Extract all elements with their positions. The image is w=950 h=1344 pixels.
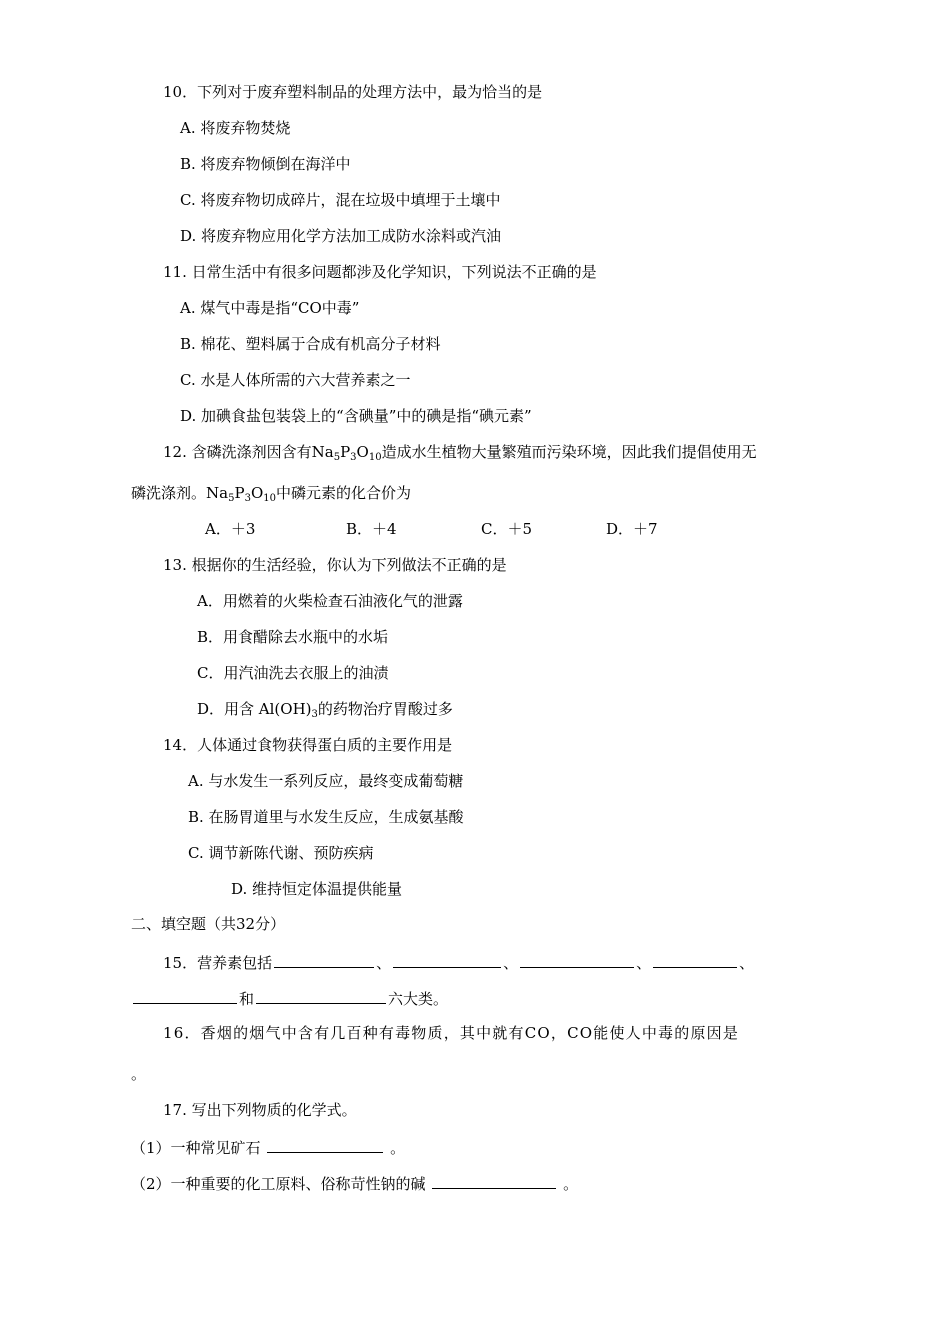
question-10-option-b: B. 将废弃物倾倒在海洋中	[180, 155, 351, 173]
question-13-option-c: C．用汽油洗去衣服上的油渍	[197, 664, 389, 682]
question-14-option-b: B. 在肠胃道里与水发生反应，生成氨基酸	[188, 808, 464, 826]
answer-blank-1[interactable]	[274, 951, 374, 968]
formula-p: P	[340, 443, 351, 461]
separator-4: 、	[739, 954, 755, 972]
separator-3: 、	[636, 954, 652, 972]
question-17-item-2-pre: （2）一种重要的化工原料、俗称苛性钠的碱	[131, 1175, 426, 1193]
question-13-option-d-pre: D．用含 Al(OH)	[197, 700, 312, 718]
question-11-option-c: C. 水是人体所需的六大营养素之一	[180, 371, 411, 389]
question-10-option-a: A. 将废弃物焚烧	[180, 119, 291, 137]
question-12-option-b: B．＋4	[346, 520, 397, 538]
answer-blank-8[interactable]	[432, 1172, 556, 1189]
answer-blank-6[interactable]	[256, 987, 386, 1004]
question-15-post: 六大类。	[388, 990, 449, 1008]
question-16-line1: 16．香烟的烟气中含有几百种有毒物质，其中就有CO，CO能使人中毒的原因是	[163, 1024, 740, 1042]
formula-na-2: Na	[206, 484, 229, 502]
formula-sub-3-alumina: 3	[311, 709, 318, 720]
question-13-stem: 13. 根据你的生活经验，你认为下列做法不正确的是	[163, 556, 507, 574]
question-15-pre: 15．营养素包括	[163, 954, 273, 972]
answer-blank-5[interactable]	[133, 987, 237, 1004]
question-17-item-1	[131, 1136, 405, 1158]
question-12-option-d: D．＋7	[606, 520, 658, 538]
question-12-stem-post: 造成水生植物大量繁殖而污染环境，因此我们提倡使用无	[381, 443, 757, 461]
question-10-option-c: C. 将废弃物切成碎片，混在垃圾中填埋于土壤中	[180, 191, 501, 209]
section-2-heading: 二、填空题（共32分）	[131, 915, 286, 933]
question-12-option-c: C．＋5	[481, 520, 533, 538]
question-12-line2-post: 中磷元素的化合价为	[275, 484, 411, 502]
separator-2: 、	[503, 954, 519, 972]
formula-sub-5: 5	[333, 452, 341, 463]
question-10-stem: 10．下列对于废弃塑料制品的处理方法中，最为恰当的是	[163, 83, 543, 101]
formula-p-2: P	[234, 484, 245, 502]
question-12-stem-pre: 12. 含磷洗涤剂因含有	[163, 443, 312, 461]
question-16-line2: 。	[131, 1065, 147, 1083]
question-15-and: 和	[239, 990, 255, 1008]
formula-o: O	[356, 443, 369, 461]
answer-blank-7[interactable]	[267, 1136, 383, 1153]
formula-na: Na	[311, 443, 334, 461]
question-11-stem: 11. 日常生活中有很多问题都涉及化学知识，下列说法不正确的是	[163, 263, 597, 281]
question-13-option-b: B．用食醋除去水瓶中的水垢	[197, 628, 389, 646]
question-14-option-d: D. 维持恒定体温提供能量	[231, 880, 403, 898]
question-14-option-c: C. 调节新陈代谢、预防疾病	[188, 844, 374, 862]
answer-blank-2[interactable]	[393, 951, 501, 968]
question-17-item-2	[131, 1172, 578, 1194]
question-17-stem: 17. 写出下列物质的化学式。	[163, 1101, 357, 1119]
question-11-option-b: B. 棉花、塑料属于合成有机高分子材料	[180, 335, 441, 353]
formula-sub-10: 10	[368, 452, 382, 463]
question-12-stem-line2	[131, 483, 411, 503]
question-14-stem: 14．人体通过食物获得蛋白质的主要作用是	[163, 736, 453, 754]
answer-blank-3[interactable]	[520, 951, 634, 968]
formula-sub-10-2: 10	[263, 493, 276, 504]
separator-1: 、	[376, 954, 392, 972]
question-15-line1	[163, 951, 754, 973]
answer-blank-4[interactable]	[653, 951, 737, 968]
question-14-option-a: A. 与水发生一系列反应，最终变成葡萄糖	[188, 772, 464, 790]
question-11-option-a: A. 煤气中毒是指“CO中毒”	[180, 299, 360, 317]
question-17-item-2-post: 。	[563, 1175, 579, 1193]
formula-sub-3: 3	[350, 452, 357, 463]
question-13-option-d-post: 的药物治疗胃酸过多	[317, 700, 453, 718]
question-13-option-a: A．用燃着的火柴检查石油液化气的泄露	[197, 592, 463, 610]
question-12-option-a: A．＋3	[205, 520, 256, 538]
question-17-item-1-pre: （1）一种常见矿石	[131, 1139, 261, 1157]
question-12-line2-pre: 磷洗涤剂。	[131, 484, 207, 502]
question-13-option-d	[197, 699, 453, 719]
formula-sub-5-2: 5	[228, 493, 235, 504]
formula-o-2: O	[250, 484, 264, 502]
question-17-item-1-post: 。	[390, 1139, 406, 1157]
question-11-option-d: D. 加碘食盐包装袋上的“含碘量”中的碘是指“碘元素”	[180, 407, 532, 425]
question-12-stem	[163, 442, 757, 462]
formula-sub-3-2: 3	[244, 493, 251, 504]
question-15-line2	[131, 987, 448, 1009]
question-10-option-d: D. 将废弃物应用化学方法加工成防水涂料或汽油	[180, 227, 502, 245]
